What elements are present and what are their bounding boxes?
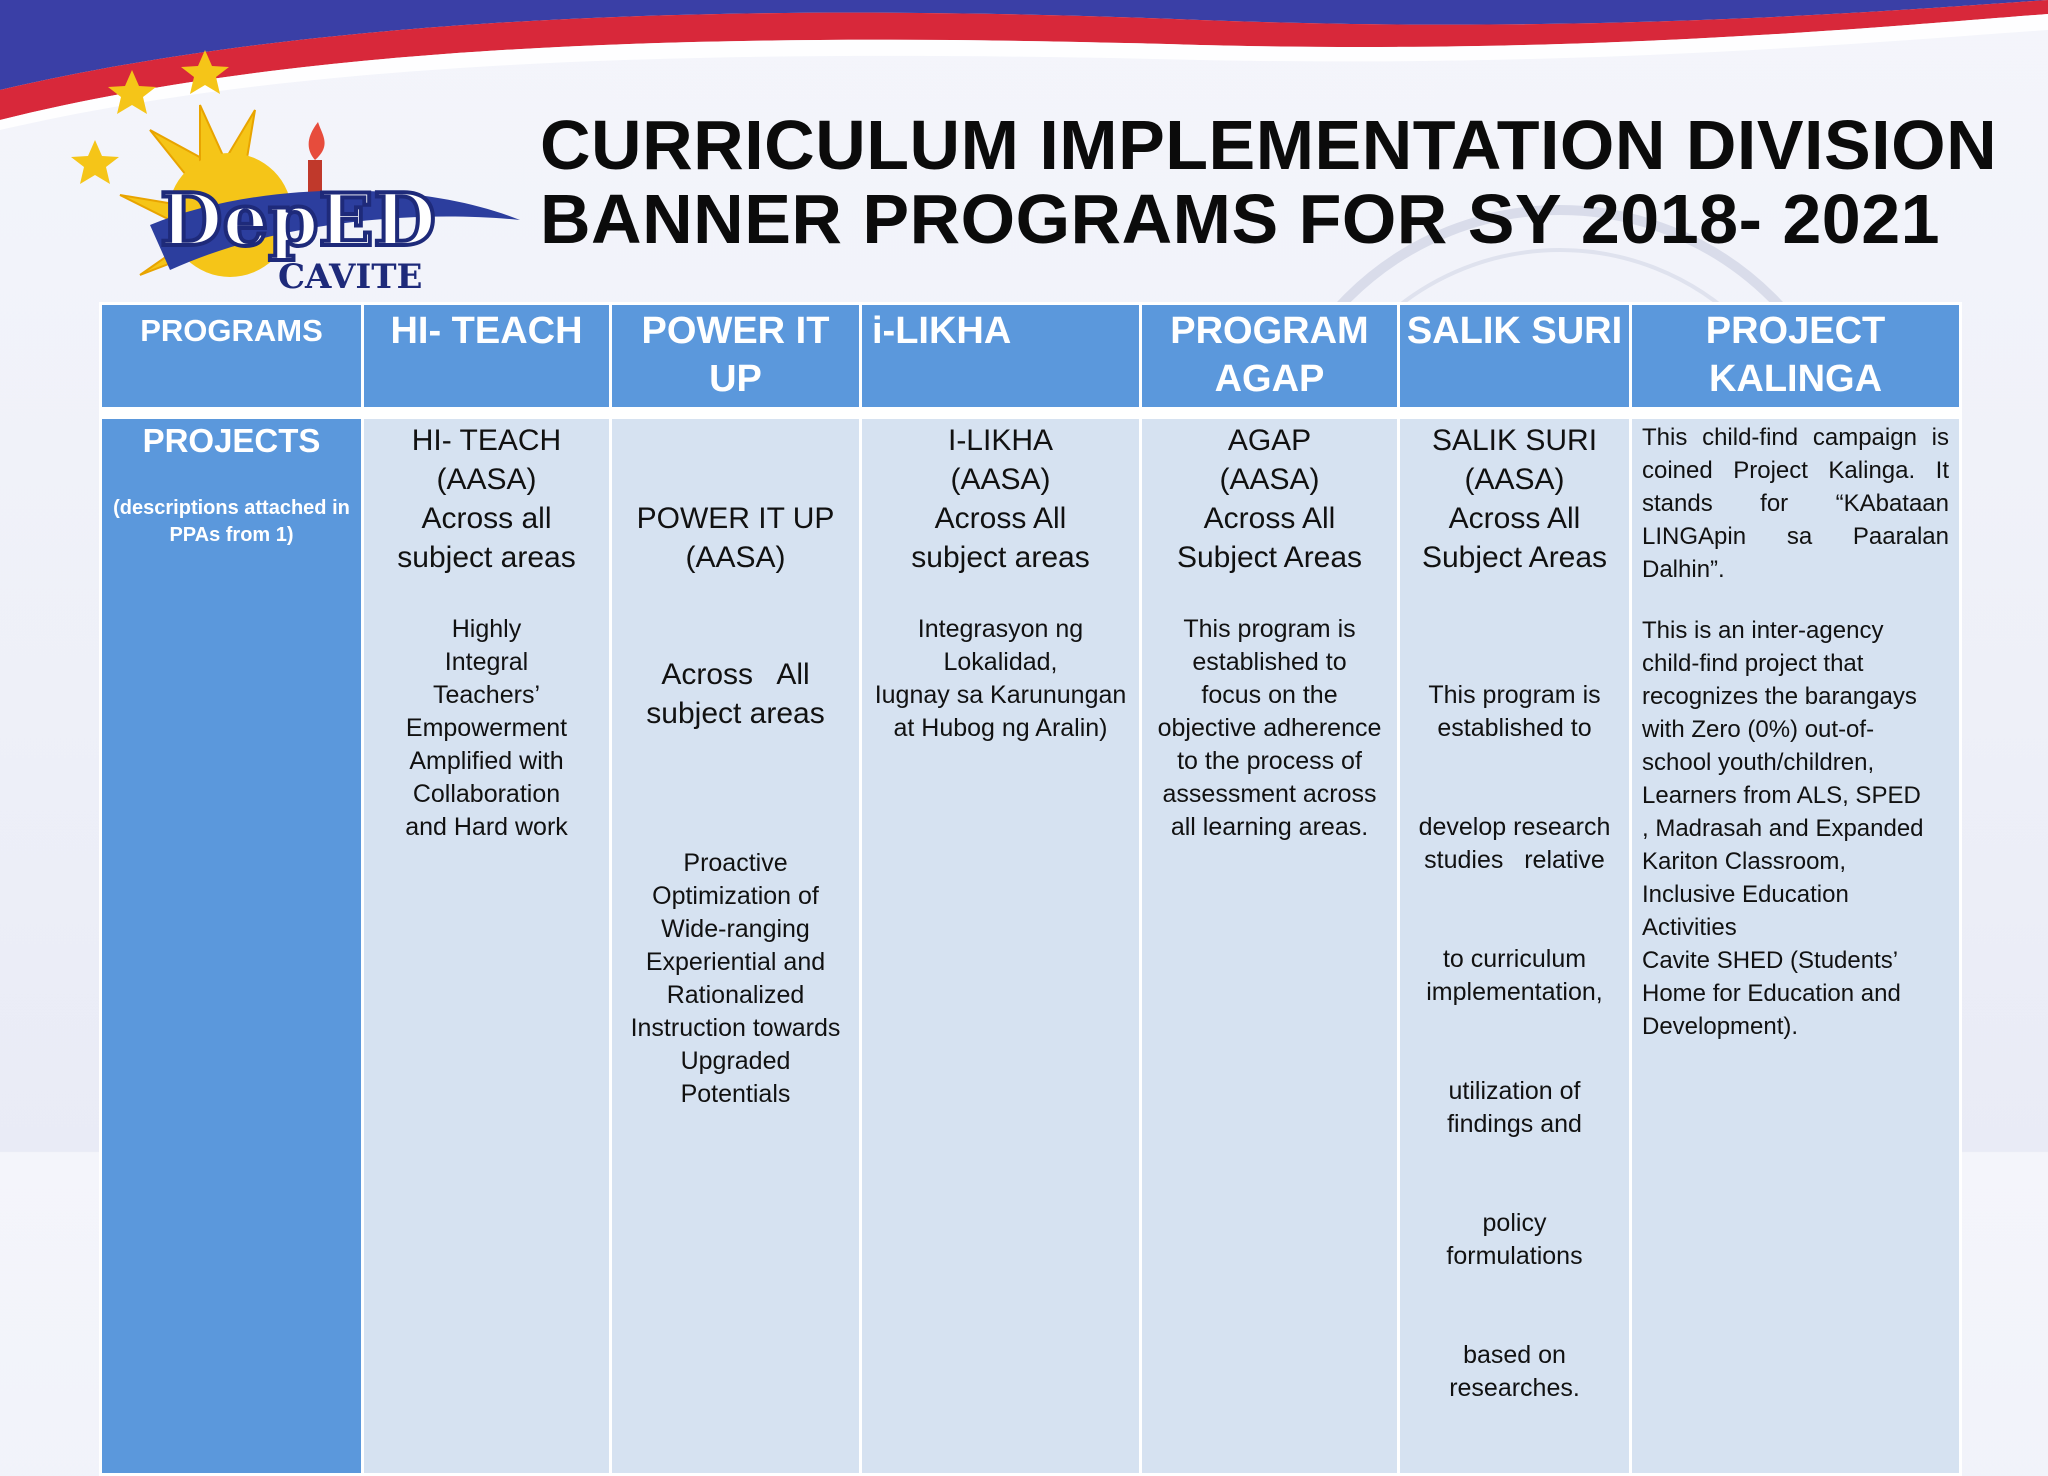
svg-text:DepED: DepED <box>160 177 436 262</box>
text-line: studies relative <box>1424 846 1605 874</box>
text-line: This is an inter-agency <box>1642 617 1884 644</box>
text-line: Development). <box>1642 1013 1799 1040</box>
text-line: Teachers’ <box>433 681 540 709</box>
projects-note: (descriptions attached in PPAs from 1) <box>113 497 350 546</box>
project-cell-agap <box>1141 418 1399 1475</box>
text-line: recognizes the barangays <box>1642 683 1917 710</box>
text-line: , Madrasah and Expanded <box>1642 815 1924 842</box>
text-line: This program is <box>1183 615 1356 643</box>
project-cell-kalinga <box>1631 418 1961 1475</box>
text-line: (AASA) <box>436 463 537 496</box>
text-line: all learning areas. <box>1170 813 1369 841</box>
text-line: Optimization of <box>652 882 819 910</box>
text-line: Kariton Classroom, <box>1642 848 1847 875</box>
text-line: objective adherence <box>1157 714 1382 742</box>
title-line-1: CURRICULUM IMPLEMENTATION DIVISION <box>540 106 1998 184</box>
program-agap: PROGRAM AGAP <box>1141 304 1399 409</box>
text-line: established to <box>1437 714 1592 742</box>
project-description <box>1408 613 1621 1471</box>
project-summary <box>870 421 1131 577</box>
page-title <box>540 108 2020 256</box>
text-line: Activities <box>1642 914 1737 941</box>
kalinga-paragraph-1: This child-find campaign is coined Project Kalinga. It stands for “KAbataan LINGApin sa Paaralan Dalhin”. <box>1642 424 1949 583</box>
text-line: Experiential and <box>645 948 826 976</box>
text-line: Learners from ALS, SPED <box>1642 782 1921 809</box>
text-line: develop research <box>1418 813 1611 841</box>
text-line: Across All <box>1448 502 1581 535</box>
project-summary <box>620 421 851 811</box>
projects-row <box>101 418 1961 1475</box>
text-line: Collaboration <box>412 780 561 808</box>
text-line: based on <box>1463 1341 1566 1369</box>
star-icon <box>181 50 229 94</box>
program-i-likha: i-LIKHA <box>861 304 1141 409</box>
text-line: to the process of <box>1177 747 1362 775</box>
text-line: subject areas <box>397 541 576 574</box>
text-line: to curriculum <box>1442 945 1587 973</box>
project-cell-hi-teach <box>363 418 611 1475</box>
text-line: Instruction towards <box>630 1014 841 1042</box>
text-line: Cavite SHED (Students’ <box>1642 947 1899 974</box>
text-line: Empowerment <box>405 714 568 742</box>
text-line: Wide-ranging <box>661 915 810 943</box>
text-line: Upgraded <box>680 1047 791 1075</box>
text-line: (AASA) <box>685 541 786 574</box>
text-line: policy <box>1482 1209 1547 1237</box>
text-line: (AASA) <box>950 463 1051 496</box>
program-kalinga: PROJECT KALINGA <box>1631 304 1961 409</box>
text-line: Across All <box>1203 502 1336 535</box>
text-line: Inclusive Education <box>1642 881 1849 908</box>
programs-label: PROGRAMS <box>101 304 363 409</box>
text-line: Iugnay sa Karunungan <box>874 681 1127 709</box>
programs-header-row <box>101 304 1961 409</box>
text-line: Amplified with <box>409 747 564 775</box>
text-line: Subject Areas <box>1421 541 1608 574</box>
project-description <box>1150 613 1389 844</box>
project-description <box>372 613 601 844</box>
text-line: Across All <box>934 502 1067 535</box>
project-cell-salik-suri <box>1399 418 1631 1475</box>
deped-cavite-logo <box>40 10 520 300</box>
text-line: AGAP <box>1227 424 1312 457</box>
text-line: Home for Education and <box>1642 980 1901 1007</box>
text-line: subject areas <box>911 541 1090 574</box>
text-line: Lokalidad, <box>943 648 1058 676</box>
text-line: SALIK SURI <box>1431 424 1598 457</box>
project-description <box>620 847 851 1111</box>
text-line: Integrasyon ng <box>917 615 1084 643</box>
text-line: (AASA) <box>1464 463 1565 496</box>
text-line: school youth/children, <box>1642 749 1875 776</box>
text-line: implementation, <box>1426 978 1603 1006</box>
text-line: Rationalized <box>666 981 805 1009</box>
text-line: POWER IT UP <box>636 502 835 535</box>
text-line: established to <box>1192 648 1347 676</box>
project-cell-power-it-up <box>611 418 861 1475</box>
text-line: and Hard work <box>405 813 568 841</box>
text-line: Highly <box>451 615 522 643</box>
star-icon <box>71 140 119 184</box>
project-summary <box>372 421 601 577</box>
text-line: I-LIKHA <box>947 424 1054 457</box>
text-line: Potentials <box>680 1080 791 1108</box>
kalinga-paragraph-2 <box>1642 614 1949 1043</box>
project-description <box>870 613 1131 745</box>
text-line: focus on the <box>1201 681 1338 709</box>
program-salik-suri: SALIK SURI <box>1399 304 1631 409</box>
text-line: at Hubog ng Aralin) <box>893 714 1108 742</box>
star-icon <box>108 70 156 114</box>
projects-label-cell <box>101 418 363 1475</box>
project-cell-i-likha <box>861 418 1141 1475</box>
text-line: Proactive <box>683 849 788 877</box>
title-line-2: BANNER PROGRAMS FOR SY 2018- 2021 <box>540 180 1941 258</box>
program-power-it-up: POWER IT UP <box>611 304 861 409</box>
program-hi-teach: HI- TEACH <box>363 304 611 409</box>
projects-label: PROJECTS <box>142 422 321 459</box>
project-summary <box>1408 421 1621 577</box>
text-line: (AASA) <box>1219 463 1320 496</box>
text-line: This program is <box>1428 681 1601 709</box>
text-line: subject areas <box>646 697 825 730</box>
project-summary <box>1150 421 1389 577</box>
text-line: assessment across <box>1162 780 1377 808</box>
text-line: child-find project that <box>1642 650 1864 677</box>
text-line: Across All <box>661 658 810 691</box>
text-line: utilization of <box>1448 1077 1581 1105</box>
text-line: Integral <box>444 648 529 676</box>
text-line: with Zero (0%) out-of- <box>1642 716 1875 743</box>
programs-table <box>99 302 1962 1476</box>
text-line: Subject Areas <box>1176 541 1363 574</box>
text-line: formulations <box>1446 1242 1583 1270</box>
text-line: researches. <box>1449 1374 1580 1402</box>
text-line: findings and <box>1447 1110 1582 1138</box>
svg-text:CAVITE: CAVITE <box>278 257 423 297</box>
text-line: HI- TEACH <box>411 424 562 457</box>
text-line: Across all <box>421 502 552 535</box>
